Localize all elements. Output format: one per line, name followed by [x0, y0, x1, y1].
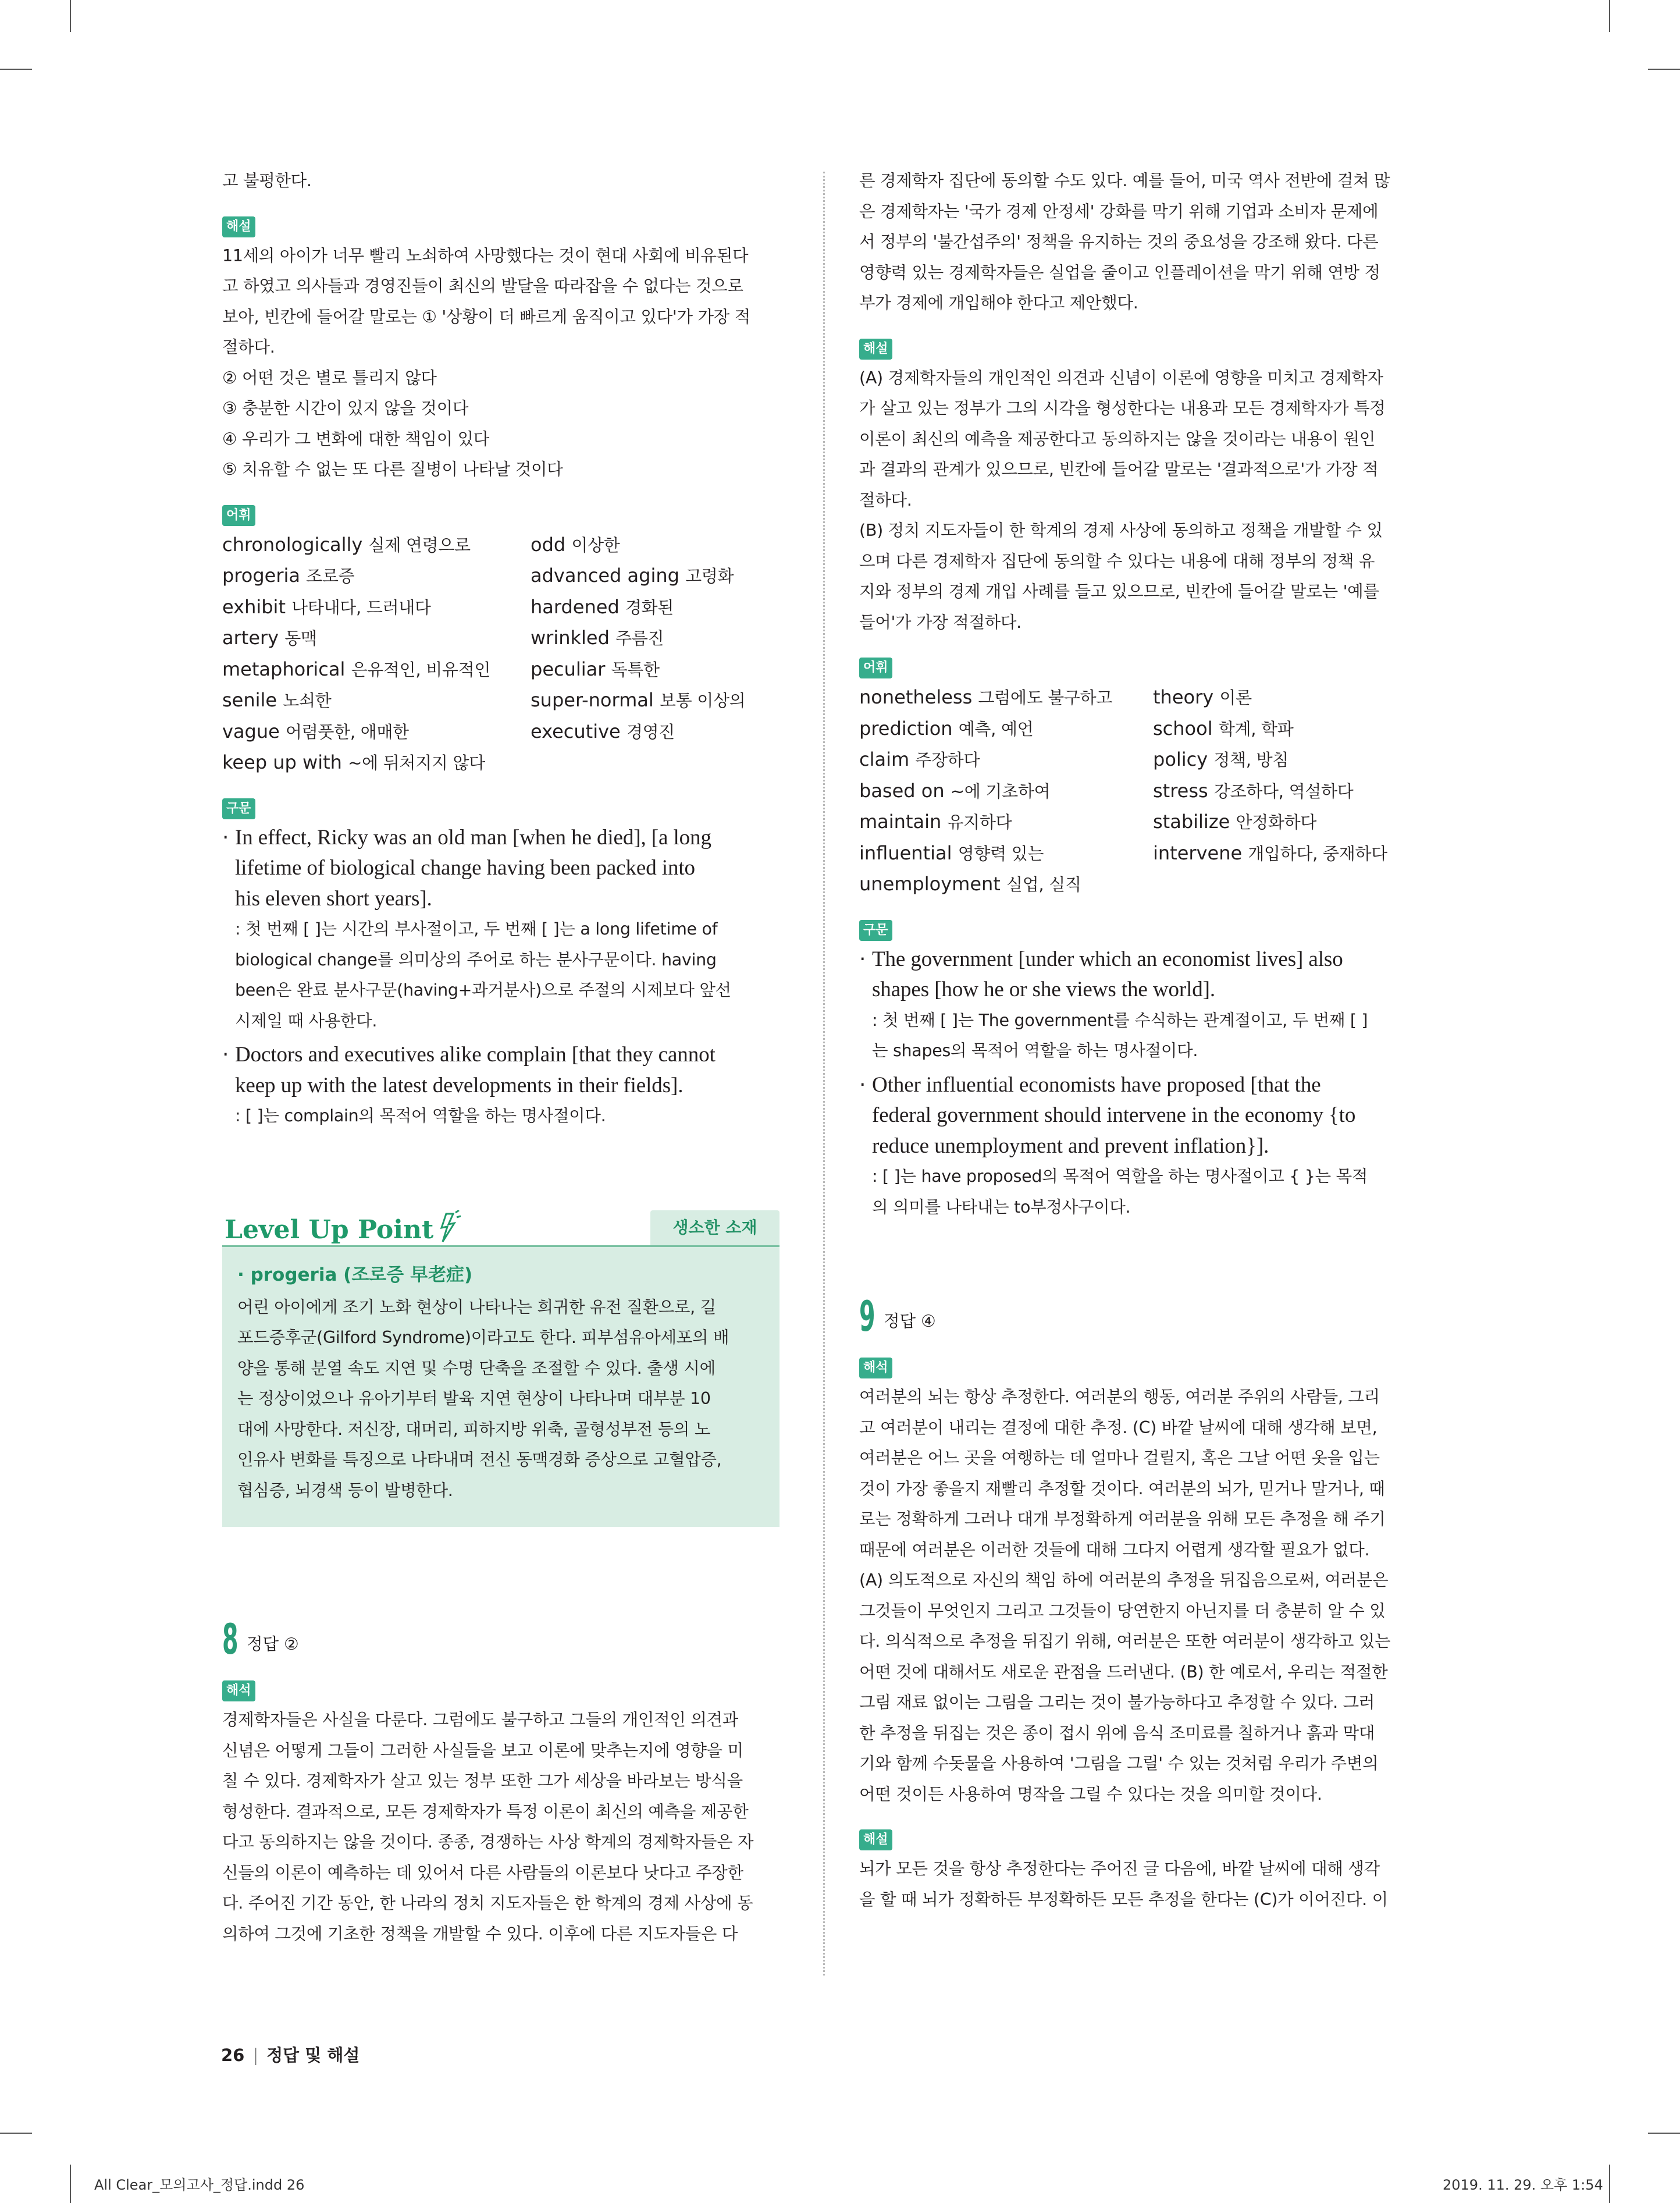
vocab-item: unemployment 실업, 실직 — [859, 873, 1081, 895]
vocab-item: metaphorical 은유적인, 비유적인 — [222, 658, 491, 680]
syntax-note: 시제일 때 사용한다. — [235, 1011, 378, 1031]
translation-block — [859, 1382, 1416, 1810]
text-line: ④ 우리가 그 변화에 대한 책임이 있다 — [222, 429, 490, 449]
question-number: 8 — [222, 1615, 239, 1664]
explanation-label: 해설 — [222, 216, 255, 237]
text-line: 그림 재료 없이는 그림을 그리는 것이 불가능하다고 추정할 수 있다. 그러 — [859, 1693, 1375, 1712]
text-line: (B) 정치 지도자들이 한 학계의 경제 사상에 동의하고 정책을 개발할 수 있 — [859, 521, 1383, 540]
crop-mark — [0, 69, 32, 70]
page-footer: 26 | 정답 및 해설 — [221, 2045, 360, 2065]
text-line: 여러분은 어느 곳을 여행하는 데 얼마나 걸릴지, 혹은 그날 어떤 옷을 입는 — [859, 1448, 1380, 1468]
text-line: 절하다. — [859, 490, 912, 510]
text-line: 으며 다른 경제학자 집단에 동의할 수 있다는 내용에 대해 정부의 정책 유 — [859, 551, 1375, 571]
text-line: 른 경제학자 집단에 동의할 수도 있다. 예를 들어, 미국 역사 전반에 걸쳐 많 — [859, 171, 1390, 190]
syntax-item: · Other influential economists have proposed [that the federal government should intervene in the economy {to reduce unemployment and prevent inflation}]. : [ ]는 have proposed의 목적어 역할을 하는 명사절이고 { }는 목적 의 의미를 나타내는 to부정사구이다. — [859, 1070, 1416, 1223]
print-slug-date: 2019. 11. 29. 오후 1:54 — [1443, 2177, 1603, 2193]
vocab-item: prediction 예측, 예언 — [859, 717, 1034, 740]
syntax-note: biological change를 의미상의 주어로 하는 분사구문이다. having — [235, 950, 717, 969]
text-line: 11세의 아이가 너무 빨리 노쇠하여 사망했다는 것이 현대 사회에 비유된다 — [222, 246, 749, 265]
text-line: 칠 수 있다. 경제학자가 살고 있는 정부 또한 그가 세상을 바라보는 방식을 — [222, 1771, 743, 1790]
vocab-item: vague 어렴풋한, 애매한 — [222, 720, 409, 742]
intro-text: 고 불평한다. — [222, 171, 312, 190]
syntax-sentence: federal government should intervene in the economy {to — [872, 1103, 1356, 1127]
text-line: 보아, 빈칸에 들어갈 말로는 ① '상황이 더 빠르게 움직이고 있다'가 가장 적 — [222, 307, 750, 326]
vocab-item: theory 이론 — [1153, 686, 1252, 708]
intro-block — [859, 166, 1416, 319]
syntax-note: : [ ]는 have proposed의 목적어 역할을 하는 명사절이고 { }는 목적 — [872, 1167, 1368, 1186]
page-number: 26 — [221, 2045, 245, 2065]
text-line: 은 경제학자는 '국가 경제 안정세' 강화를 막기 위해 기업과 소비자 문제에 — [859, 201, 1379, 221]
text-line: 들어'가 가장 적절하다. — [859, 612, 1021, 632]
vocab-item: nonetheless 그럼에도 불구하고 — [859, 686, 1113, 708]
vocab-item: policy 정책, 방침 — [1153, 748, 1289, 770]
crop-mark — [1609, 2165, 1610, 2203]
text-line: 고 하였고 의사들과 경영진들이 최신의 발달을 따라잡을 수 없다는 것으로 — [222, 276, 743, 296]
vocab-item: stress 강조하다, 역설하다 — [1153, 779, 1354, 802]
text-line: 과 결과의 관계가 있으므로, 빈칸에 들어갈 말로는 '결과적으로'가 가장 적 — [859, 460, 1379, 479]
vocab-item: stabilize 안정화하다 — [1153, 811, 1317, 833]
explanation-label: 해설 — [859, 339, 892, 360]
text-line: 는 정상이었으나 유아기부터 발육 지연 현상이 나타나며 대부분 10 — [237, 1389, 711, 1408]
text-line: 경제학자들은 사실을 다룬다. 그럼에도 불구하고 그들의 개인적인 의견과 — [222, 1710, 739, 1729]
syntax-sentence: reduce unemployment and prevent inflation}]. — [872, 1134, 1269, 1158]
text-line: 의하여 그것에 기초한 정책을 개발할 수 있다. 이후에 다른 지도자들은 다 — [222, 1924, 738, 1943]
syntax-sentence: In effect, Ricky was an old man [when he died], [a long — [235, 825, 711, 850]
crop-mark — [70, 0, 71, 32]
question-number: 9 — [859, 1292, 875, 1341]
vocab-label: 어휘 — [222, 505, 255, 526]
text-line: 어떤 것에 대해서도 새로운 관점을 드러낸다. (B) 한 예로서, 우리는 적절한 — [859, 1662, 1388, 1682]
vocab-item: exhibit 나타내다, 드러내다 — [222, 595, 431, 618]
vocab-item: super-normal 보통 이상의 — [531, 689, 746, 711]
vocab-item: artery 동맥 — [222, 627, 317, 649]
text-line: (A) 경제학자들의 개인적인 의견과 신념이 이론에 영향을 미치고 경제학자 — [859, 368, 1383, 388]
text-line: ⑤ 치유할 수 없는 또 다른 질병이 나타날 것이다 — [222, 460, 563, 479]
syntax-note: : 첫 번째 [ ]는 시간의 부사절이고, 두 번째 [ ]는 a long lifetime of — [235, 919, 718, 939]
term-heading: · progeria (조로증 早老症) — [237, 1264, 473, 1285]
syntax-note: : [ ]는 complain의 목적어 역할을 하는 명사절이다. — [235, 1106, 606, 1125]
text-line: 을 할 때 뇌가 정확하든 부정확하든 모든 추정을 한다는 (C)가 이어진다. 이 — [859, 1889, 1388, 1909]
vocab-item: claim 주장하다 — [859, 748, 980, 770]
text-line: 절하다. — [222, 337, 275, 357]
text-line: 인유사 변화를 특징으로 나타내며 전신 동맥경화 증상으로 고혈압증, — [237, 1450, 722, 1469]
text-line: 영향력 있는 경제학자들은 실업을 줄이고 인플레이션을 막기 위해 연방 정 — [859, 262, 1380, 282]
text-line: 고 여러분이 내리는 결정에 대한 추정. (C) 바깥 날씨에 대해 생각해 보면, — [859, 1417, 1378, 1437]
text-line: 가 살고 있는 정부가 그의 시각을 형성한다는 내용과 모든 경제학자가 특정 — [859, 399, 1386, 418]
text-line: 신들의 이론이 예측하는 데 있어서 다른 사람들의 이론보다 낫다고 주장한 — [222, 1863, 743, 1882]
explanation-block — [859, 1854, 1416, 1915]
vocab-item: chronologically 실제 연령으로 — [222, 533, 471, 556]
column-divider — [823, 172, 825, 1975]
explanation-label: 해설 — [859, 1829, 892, 1850]
syntax-sentence: keep up with the latest developments in their fields]. — [235, 1073, 684, 1097]
text-line: 형성한다. 결과적으로, 모든 경제학자가 특정 이론이 최신의 예측을 제공한 — [222, 1802, 749, 1821]
vocab-item: based on ~에 기초하여 — [859, 779, 1051, 802]
right-column — [859, 166, 1416, 1915]
syntax-item: · Doctors and executives alike complain [that they cannot keep up with the latest developments in their fields]. : [ ]는 complain의 목적어 역할을 하는 명사절이다. — [222, 1040, 780, 1132]
text-line: 양을 통해 분열 속도 지연 및 수명 단축을 조절할 수 있다. 출생 시에 — [237, 1358, 716, 1378]
vocab-item: intervene 개입하다, 중재하다 — [1153, 841, 1387, 864]
text-line: 서 정부의 '불간섭주의' 정책을 유지하는 것의 중요성을 강조해 왔다. 다른 — [859, 232, 1379, 251]
level-up-box — [222, 1187, 780, 1527]
text-line: 대에 사망한다. 저신장, 대머리, 피하지방 위축, 골형성부전 등의 노 — [237, 1419, 711, 1439]
question-9-header — [859, 1291, 1416, 1341]
text-line: 부가 경제에 개입해야 한다고 제안했다. — [859, 293, 1138, 312]
vocab-item: influential 영향력 있는 — [859, 841, 1044, 864]
text-line: 한 추정을 뒤집는 것은 종이 접시 위에 음식 조미료를 칠하거나 흙과 막대 — [859, 1723, 1375, 1743]
vocab-list — [222, 530, 780, 779]
vocab-list — [859, 682, 1416, 900]
syntax-label: 구문 — [222, 798, 255, 819]
text-line: ② 어떤 것은 별로 틀리지 않다 — [222, 368, 437, 388]
answer-text: 정답 ④ — [884, 1312, 936, 1331]
text-line: 어떤 것이든 사용하여 명작을 그릴 수 있다는 것을 의미할 것이다. — [859, 1784, 1322, 1804]
text-line: 다고 동의하지는 않을 것이다. 종종, 경쟁하는 사상 학계의 경제학자들은 자 — [222, 1832, 754, 1852]
syntax-note: 는 shapes의 목적어 역할을 하는 명사절이다. — [872, 1041, 1198, 1060]
syntax-sentence: Doctors and executives alike complain [that they cannot — [235, 1043, 716, 1067]
crop-mark — [1648, 69, 1680, 70]
topic-tab: 생소한 소재 — [650, 1210, 780, 1245]
vocab-item: keep up with ~에 뒤처지지 않다 — [222, 751, 485, 773]
vocab-item: wrinkled 주름진 — [531, 627, 664, 649]
text-line: 지와 정부의 경제 개입 사례를 들고 있으므로, 빈칸에 들어갈 말로는 '예를 — [859, 582, 1379, 601]
text-line: 다. 의식적으로 추정을 뒤집기 위해, 여러분은 또한 여러분이 생각하고 있는 — [859, 1632, 1391, 1651]
crop-mark — [70, 2165, 71, 2203]
crop-mark — [1609, 0, 1610, 32]
vocab-item: progeria 조로증 — [222, 564, 355, 587]
vocab-item: school 학계, 학파 — [1153, 717, 1294, 740]
level-up-title: Level Up Point — [225, 1214, 434, 1245]
vocab-item: executive 경영진 — [531, 720, 675, 742]
text-line: 로는 정확하게 그러나 대개 부정확하게 여러분을 위해 모든 추정을 해 주기 — [859, 1509, 1386, 1529]
syntax-note: been은 완료 분사구문(having+과거분사)으로 주절의 시제보다 앞선 — [235, 980, 731, 1000]
syntax-item: · The government [under which an economist lives] also shapes [how he or she views the world]. : 첫 번째 [ ]는 The government를 수식하는 관계절이고, 두 번째 [ ] 는 shapes의 목적어 역할을 하는 명사절이다. — [859, 944, 1416, 1067]
answer-text: 정답 ② — [247, 1635, 299, 1654]
text-line: 그것들이 무엇인지 그리고 그것들이 당연한지 아닌지를 더 충분히 알 수 있 — [859, 1601, 1386, 1621]
syntax-note: : 첫 번째 [ ]는 The government를 수식하는 관계절이고, 두 번째 [ ] — [872, 1010, 1368, 1030]
vocab-item: hardened 경화된 — [531, 595, 674, 618]
text-line: 여러분의 뇌는 항상 추정한다. 여러분의 행동, 여러분 주위의 사람들, 그리 — [859, 1387, 1380, 1406]
explanation-block — [859, 363, 1416, 638]
syntax-sentence: Other influential economists have proposed [that the — [872, 1072, 1321, 1097]
text-line: 협심증, 뇌경색 등이 발병한다. — [237, 1480, 453, 1500]
crop-mark — [0, 2133, 32, 2134]
text-line: 것이 가장 좋을지 재빨리 추정할 것이다. 여러분의 뇌가, 믿거나 말거나, 때 — [859, 1479, 1385, 1498]
text-line: (A) 의도적으로 자신의 책임 하에 여러분의 추정을 뒤집음으로써, 여러분은 — [859, 1570, 1389, 1590]
vocab-item: advanced aging 고령화 — [531, 564, 734, 587]
syntax-sentence: The government [under which an economist lives] also — [872, 947, 1343, 971]
left-column — [222, 166, 780, 1949]
text-line: 기와 함께 수돗물을 사용하여 '그림을 그릴' 수 있는 것처럼 우리가 주변의 — [859, 1754, 1379, 1773]
vocab-label: 어휘 — [859, 658, 892, 678]
vocab-item: maintain 유지하다 — [859, 811, 1012, 833]
text-line: 이론이 최신의 예측을 제공한다고 동의하지는 않을 것이라는 내용이 원인 — [859, 429, 1376, 449]
syntax-sentence: lifetime of biological change having been packed into — [235, 856, 695, 880]
text-line: 어린 아이에게 조기 노화 현상이 나타나는 희귀한 유전 질환으로, 길 — [237, 1297, 716, 1317]
text-line: 포드증후군(Gilford Syndrome)이라고도 한다. 피부섬유아세포의 배 — [237, 1328, 729, 1347]
crop-mark — [1648, 2133, 1680, 2134]
syntax-sentence: his eleven short years]. — [235, 886, 432, 911]
syntax-label: 구문 — [859, 920, 892, 941]
print-slug-file: All Clear_모의고사_정답.indd 26 — [94, 2177, 305, 2193]
vocab-item: senile 노쇠한 — [222, 689, 332, 711]
text-line: 때문에 여러분은 이러한 것들에 대해 그다지 어렵게 생각할 필요가 없다. — [859, 1540, 1370, 1559]
text-line: 다. 주어진 기간 동안, 한 나라의 정치 지도자들은 한 학계의 경제 사상에 동 — [222, 1893, 753, 1913]
question-8-header — [222, 1614, 780, 1664]
text-line: 신념은 어떻게 그들이 그러한 사실들을 보고 이론에 맞추는지에 영향을 미 — [222, 1740, 743, 1760]
lightning-icon — [435, 1210, 461, 1245]
translation-label: 해석 — [222, 1680, 255, 1701]
syntax-item: · In effect, Ricky was an old man [when he died], [a long lifetime of biological change having been packed into his eleven short years]. : 첫 번째 [ ]는 시간의 부사절이고, 두 번째 [ ]는 a long lifetime of biological change를 의미상의 주어로 하는 분사구문이다. having been은 완료 분사구문(having+과거분사)으로 주절의 시제보다 앞선 시제일 때 사용한다. — [222, 823, 780, 1037]
translation-block — [222, 1705, 780, 1949]
vocab-item: peculiar 독특한 — [531, 658, 660, 680]
translation-label: 해석 — [859, 1358, 892, 1378]
text-line: 뇌가 모든 것을 항상 추정한다는 주어진 글 다음에, 바깥 날씨에 대해 생각 — [859, 1859, 1380, 1878]
section-name: 정답 및 해설 — [266, 2045, 360, 2065]
vocab-item: odd 이상한 — [531, 533, 620, 556]
explanation-block — [222, 241, 780, 485]
syntax-note: 의 의미를 나타내는 to부정사구이다. — [872, 1197, 1131, 1217]
text-line: ③ 충분한 시간이 있지 않을 것이다 — [222, 399, 469, 418]
syntax-sentence: shapes [how he or she views the world]. — [872, 978, 1216, 1001]
